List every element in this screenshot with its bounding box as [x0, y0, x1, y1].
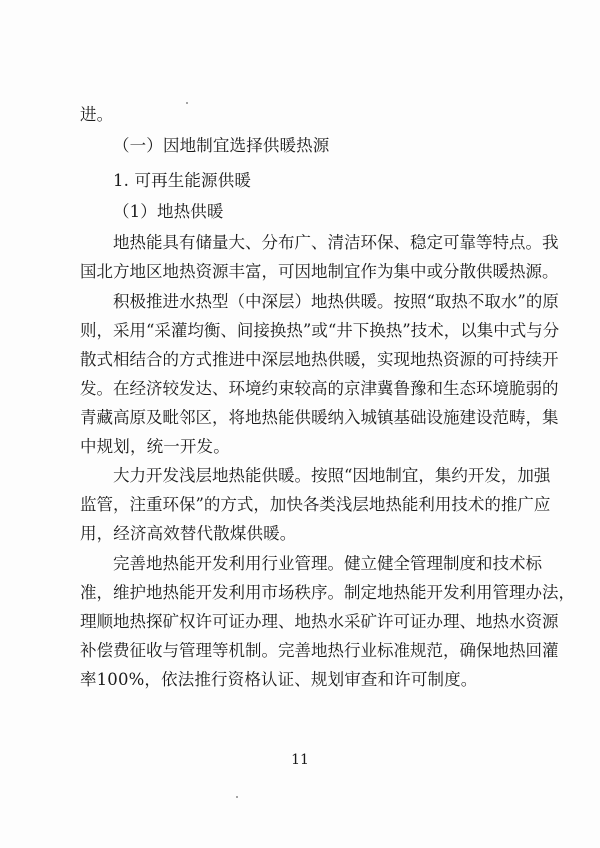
text-line: 地热能具有储量大、分布广、清洁环保、稳定可靠等特点。我: [113, 233, 559, 252]
page-number: 11: [291, 752, 309, 768]
text-line: 发。在经济较发达、环境约束较高的京津冀鲁豫和生态环境脆弱的: [80, 379, 559, 398]
text-line: 准，维护地热能开发利用市场秩序。制定地热能开发利用管理办法，: [80, 583, 575, 602]
text-line: 监管，注重环保”的方式，加快各类浅层地热能利用技术的推广应: [80, 495, 551, 514]
subsection-heading: 1. 可再生能源供暖: [113, 171, 251, 190]
text-line: 中规划，统一开发。: [80, 437, 230, 456]
scan-speck: [186, 102, 188, 104]
text-line: 青藏高原及毗邻区，将地热能供暖纳入城镇基础设施建设范畴，集: [80, 408, 559, 427]
text-line: 积极推进水热型（中深层）地热供暖。按照“取热不取水”的原: [113, 292, 559, 311]
text-line: 率100%，依法推行资格认证、规划审查和许可制度。: [80, 670, 478, 689]
text-line: 散式相结合的方式推进中深层地热供暖，实现地热资源的可持续开: [80, 350, 559, 369]
text-line: 大力开发浅层地热能供暖。按照“因地制宜，集约开发，加强: [113, 466, 551, 485]
subsubsection-heading: （1）地热供暖: [113, 202, 224, 221]
text-line: 理顺地热探矿权许可证办理、地热水采矿许可证办理、地热水资源: [80, 612, 559, 631]
text-line: 补偿费征收与管理等机制。完善地热行业标准规范，确保地热回灌: [80, 641, 559, 660]
scan-speck: [236, 796, 238, 798]
text-line: 完善地热能开发利用行业管理。健立健全管理制度和技术标: [113, 554, 542, 573]
text-line: 则，采用“采灌均衡、间接换热”或“井下换热”技术，以集中式与分: [80, 321, 560, 340]
text-line: 用，经济高效替代散煤供暖。: [80, 524, 297, 543]
section-heading: （一）因地制宜选择供暖热源: [113, 136, 330, 155]
text-line: 国北方地区地热资源丰富，可因地制宜作为集中或分散供暖热源。: [80, 262, 559, 281]
text-line: 进。: [80, 105, 114, 124]
